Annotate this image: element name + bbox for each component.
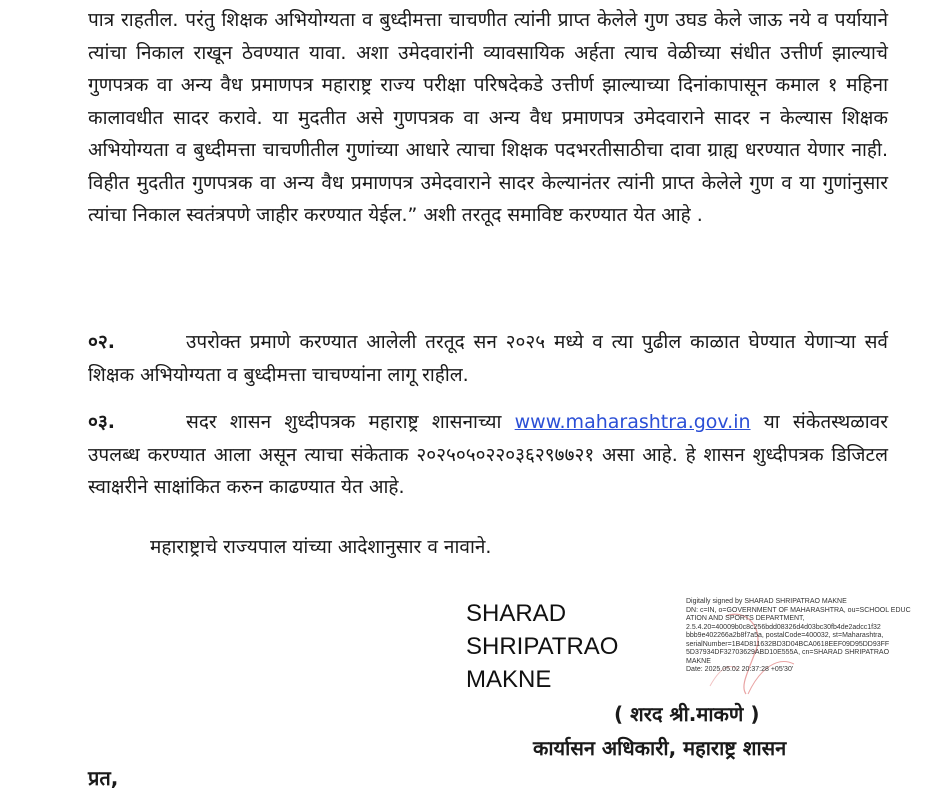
clause-02-number: ०२. — [88, 331, 115, 353]
digital-signature-line: 5D37934DF32703629ABD10E555A, cn=SHARAD SHRIPATRAO — [686, 649, 890, 656]
digital-signature-line: Date: 2025.05.02 20:37:28 +05'30' — [686, 666, 794, 673]
clause-03-text-after: या संकेतस्थळावर उपलब्ध करण्यात आला असून त्याचा संकेताक २०२५०५०२२०३६२९७७२१ असा आहे. हे शासन शुध्दीपत्रक डिजिटल स्वाक्षरीने साक्षांकित करुन काढण्यात येत आहे. — [88, 411, 888, 498]
signer-name-line2: SHRIPATRAO — [466, 633, 619, 660]
digital-signature-details — [686, 598, 912, 675]
clause-03-number: ०३. — [88, 411, 115, 433]
clause-03-text-before: सदर शासन शुध्दीपत्रक महाराष्ट्र शासनाच्या — [186, 411, 515, 433]
digital-signature-line: Digitally signed by SHARAD SHRIPATRAO MAKNE — [686, 598, 847, 605]
digital-signature-line: 2.5.4.20=40009b0c8c256bdd08326d4d03bc30fb4de2adcc1f32 — [686, 623, 881, 631]
digital-signature-stamp — [686, 598, 912, 698]
officer-designation: कार्यासन अधिकारी, महाराष्ट्र शासन — [533, 736, 787, 760]
intro-paragraph: पात्र राहतील. परंतु शिक्षक अभियोग्यता व बुध्दीमत्ता चाचणीत त्यांनी प्राप्त केलेले गुण उघड केले जाऊ नये व पर्यायाने त्यांचा निकाल राखून ठेवण्यात यावा. अशा उमेदवारांनी व्यावसायिक अर्हता त्याच वेळीच्या संधीत उत्तीर्ण झाल्याचे गुणपत्रक वा अन्य वैध प्रमाणपत्र महाराष्ट्र राज्य परीक्षा परिषदेकडे उत्तीर्ण झाल्याच्या दिनांकापासून कमाल १ महिना कालावधीत सादर करावे. या मुदतीत असे गुणपत्रक वा अन्य वैध प्रमाणपत्र उमेदवाराने सादर न केल्यास शिक्षक अभियोग्यता व बुध्दीमत्ता चाचणीतील गुणांच्या आधारे त्याचा शिक्षक पदभरतीसाठीचा दावा ग्राह्य धरण्यात येणार नाही. विहीत मुदतीत गुणपत्रक वा अन्य वैध प्रमाणपत्र उमेदवाराने सादर केल्यानंतर त्यांनी प्राप्त केलेले गुण व या गुणांनुसार त्यांचा निकाल स्वतंत्रपणे जाहीर करण्यात येईल.” अशी तरतूद समाविष्ट करण्यात येत आहे . — [88, 9, 888, 226]
signer-name-line3: MAKNE — [466, 666, 552, 693]
copy-label: प्रत, — [88, 766, 119, 790]
digital-signature-line: serialNumber=1B4D811632BD3D04BCA0618EEF09D95DD93FF — [686, 640, 890, 648]
signer-name-line1: SHARAD — [466, 600, 567, 627]
digital-signature-line: bbb9e402266a2b8f7a5a, postalCode=400032, st=Maharashtra, — [686, 632, 884, 639]
website-link[interactable]: www.maharashtra.gov.in — [514, 411, 751, 433]
digital-signature-line: DN: c=IN, o=GOVERNMENT OF MAHARASHTRA, ou=SCHOOL EDUCATION AND SPORTS DEPARTMENT, — [686, 606, 911, 622]
clause-02 — [88, 326, 888, 391]
clause-02-text: उपरोक्त प्रमाणे करण्यात आलेली तरतूद सन २०२५ मध्ये व त्या पुढील काळात घेण्यात येणाऱ्या सर्व शिक्षक अभियोग्यता व बुध्दीमत्ता चाचण्यांना लागू राहील. — [88, 331, 888, 386]
digital-signature-line: MAKNE — [686, 657, 711, 665]
clause-03 — [88, 406, 888, 504]
signer-name-block — [466, 597, 618, 696]
officer-name: ( शरद श्री.माकणे ) — [614, 702, 760, 726]
closing-line: महाराष्ट्राचे राज्यपाल यांच्या आदेशानुसार व नावाने. — [150, 536, 492, 558]
